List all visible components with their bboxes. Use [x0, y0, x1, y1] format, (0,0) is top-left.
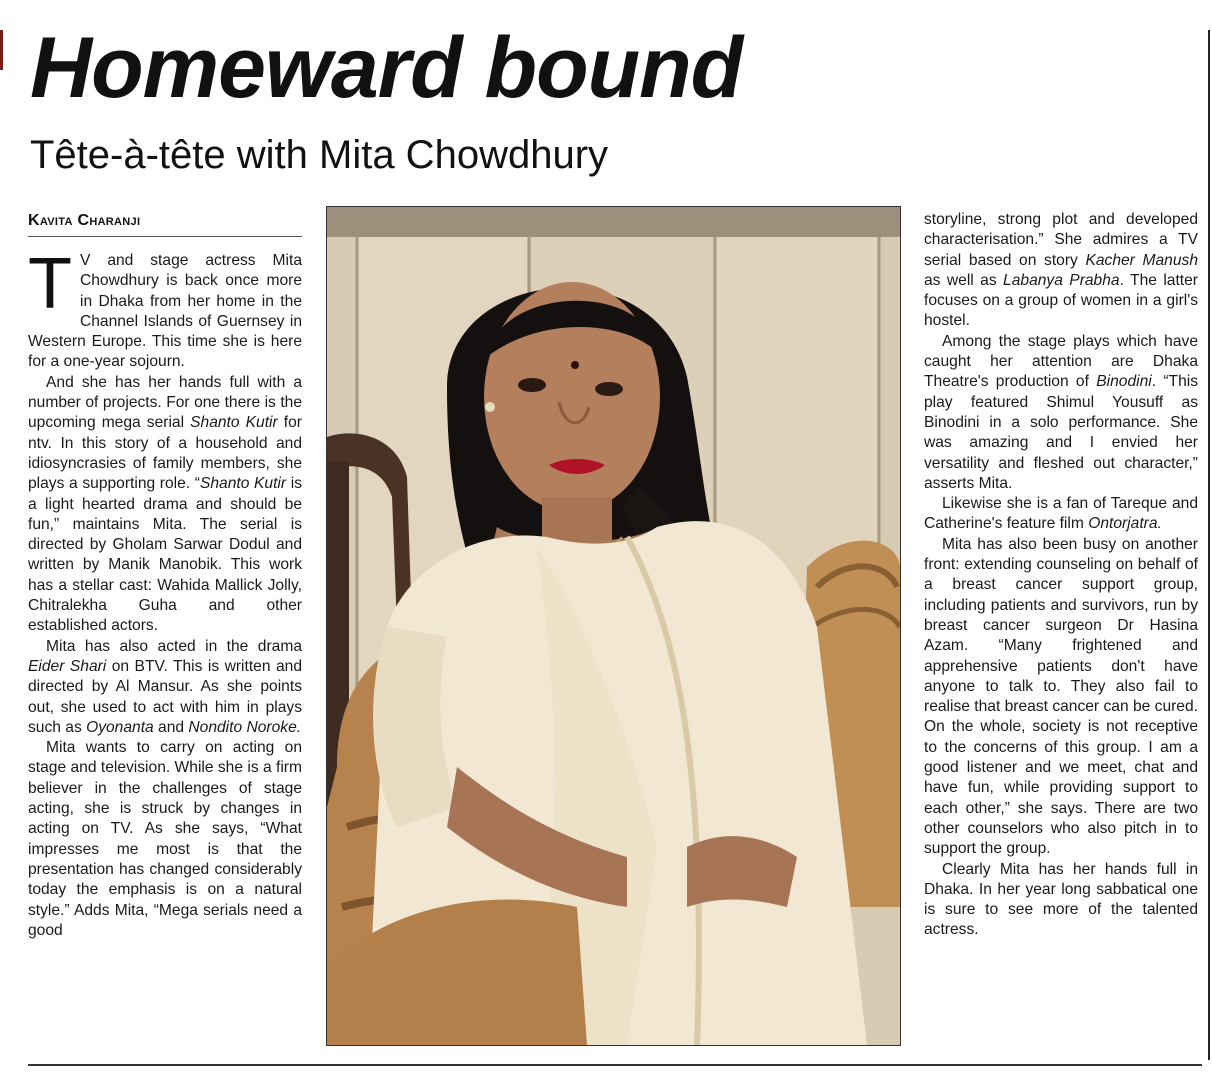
text-run: and	[153, 718, 189, 736]
article-subheadline: Tête-à-tête with Mita Chowdhury	[30, 133, 609, 177]
serial-title: Shanto Kutir	[190, 414, 278, 432]
closing-paragraph: Clearly Mita has her hands full in Dhaka. In her year long sabbatical one is sure to see more of the talented actress.	[924, 860, 1198, 939]
article-headline: Homeward bound	[30, 20, 743, 116]
paragraph	[924, 494, 1198, 535]
text-run: is a light hearted drama and should be fun,” maintains Mita. The serial is directed by Gholam Sarwar Dodul and written by Manik Manobik. This work has a stellar cast: Wahida Mallick Jolly, Chitralekha Guha and other established actors.	[28, 475, 302, 635]
paragraph: Mita wants to carry on acting on stage and television. While she is a firm believer in the challenges of stage acting, she is struck by changes in acting on TV. As she says, “What impresses me most is that the presentation has changed considerably today the emphasis is on a natural style.” Adds Mita, “Mega serials need a good	[28, 739, 302, 939]
bottom-divider	[28, 1064, 1202, 1066]
film-title: Ontorjatra.	[1088, 515, 1162, 533]
text-run: Among the stage plays which have caught her attention are Dhaka Theatre's production of	[924, 332, 1198, 391]
text-run: as well as	[924, 271, 1004, 289]
text-run: for ntv. In this story of a household and idiosyncrasies of family members, she plays a supporting role. “	[28, 414, 302, 493]
portrait-illustration	[327, 207, 900, 1045]
serial-title: Shanto Kutir	[199, 475, 287, 493]
author-byline: Kavita Charanji	[28, 212, 141, 229]
drop-cap: T	[28, 251, 72, 324]
text-run: storyline, strong plot and developed characterisation.” She admires a TV serial based on story	[924, 211, 1198, 269]
article-column-right	[924, 210, 1198, 1058]
byline-divider	[28, 236, 302, 237]
article-column-left	[28, 251, 302, 1057]
paragraph: Mita has also been busy on another front: extending counseling on behalf of a breast cancer support group, including patients and survivors, run by breast cancer surgeon Dr Hasina Azam. “Many frightened and apprehensive patients don't have anyone to talk to. They also fail to realise that breast cancer can be cured. On the whole, society is not receptive to the concerns of this group. I am a good listener and we meet, chat and have fun, while providing support to each other,” she says. There are two other counselors who also pitch in to support the group.	[924, 535, 1198, 858]
serial-title: Labanya Prabha	[1003, 271, 1120, 289]
paragraph	[28, 637, 302, 738]
drama-title: Eider Shari	[28, 657, 107, 675]
text-run: Likewise she is a fan of Tareque and Catherine's feature film	[924, 495, 1198, 533]
lead-text: V and stage actress Mita Chowdhury is back once more in Dhaka from her home in the Channel Islands of Guernsey in Western Europe. This time she is here for a one-year sojourn.	[28, 252, 302, 371]
portrait-photo	[326, 206, 901, 1046]
column-rule-right	[1208, 30, 1210, 1060]
text-run: . “This play featured Shimul Yousuff as Binodini in a solo performance. She was amazing and I envied her versatility and fleshed out character,” asserts Mita.	[924, 373, 1198, 492]
lead-paragraph	[28, 251, 302, 373]
serial-title: Kacher Manush	[1085, 251, 1198, 269]
text-run: Mita has also acted in the drama	[46, 637, 302, 655]
page-edge-accent	[0, 30, 3, 70]
paragraph	[924, 332, 1198, 494]
paragraph	[924, 210, 1198, 332]
text-run: . The latter focuses on a group of women in a girl's hostel.	[924, 271, 1198, 330]
text-run: on BTV. This is written and directed by Al Mansur. As she points out, she used to act with him in plays such as	[28, 657, 302, 736]
paragraph	[28, 373, 302, 637]
text-run: And she has her hands full with a number of projects. For one there is the upcoming mega serial	[28, 373, 302, 432]
play-title: Oyonanta	[86, 718, 154, 736]
play-title: Binodini	[1096, 373, 1152, 391]
play-title: Nondito Noroke.	[188, 718, 302, 736]
